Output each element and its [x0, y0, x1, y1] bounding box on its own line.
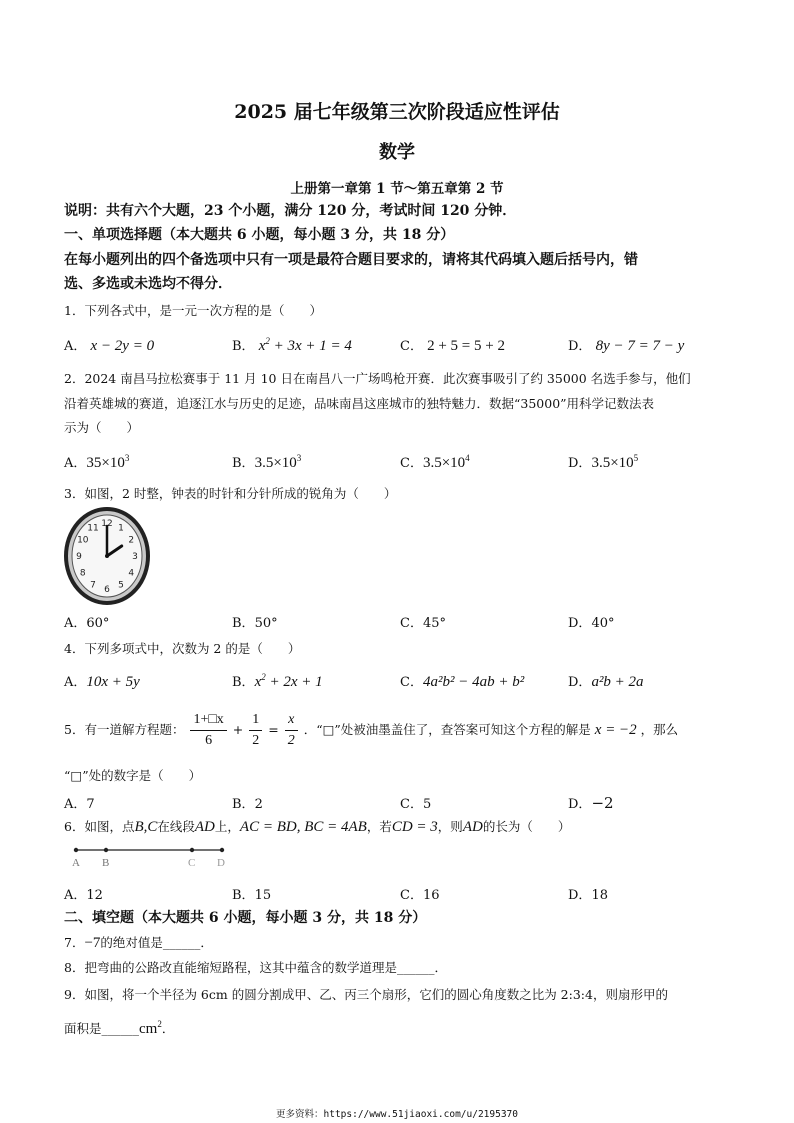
q4-option-c: C．4a²b² − 4ab + b² — [400, 674, 525, 690]
question-4-text: 4．下列多项式中，次数为 2 的是（ ） — [64, 641, 301, 656]
q5-option-b: B．2 — [232, 797, 263, 812]
q3-option-a: A．60° — [64, 616, 110, 631]
question-6-text: 6．如图，点B,C在线段AD上，AC = BD, BC = 4AB，若CD = 3，则AD的长为（ ） — [64, 819, 571, 835]
q3-option-c: C．45° — [400, 616, 446, 631]
q3-option-d: D．40° — [568, 616, 615, 631]
q6-d-value: 18 — [591, 888, 608, 903]
q5-f2-num: 1 — [249, 710, 262, 731]
section2-heading: 二、填空题（本大题共 6 小题，每小题 3 分，共 18 分） — [64, 910, 427, 926]
clock-number: 6 — [104, 585, 110, 595]
q6-option-a: A．12 — [64, 888, 103, 903]
exam-note: 说明：共有六个大题，23 个小题，满分 120 分，考试时间 120 分钟． — [64, 203, 517, 219]
clock-number: 3 — [132, 552, 138, 562]
q6-points: B,C — [134, 819, 158, 835]
q5-f1-den: 6 — [205, 733, 213, 748]
question-2-line-1: 2．2024 南昌马拉松赛事于 11 月 10 日在南昌八一广场鸣枪开赛．此次赛事吸引了约 35000 名选手参与，他们 — [64, 371, 691, 386]
clock-number: 2 — [128, 535, 135, 546]
question-8-text: 8．把弯曲的公路改直能缩短路程，这其中蕴含的数学道理是______． — [64, 960, 447, 975]
option-label: A． — [64, 339, 87, 354]
point-c — [190, 848, 194, 852]
q4-c-expr: 4a²b² − 4ab + b² — [422, 674, 525, 690]
point-d — [220, 848, 224, 852]
clock-number: 8 — [79, 568, 86, 579]
q3-d-value: 40° — [591, 616, 615, 631]
label-d: D — [217, 857, 225, 869]
clock-number: 12 — [101, 519, 113, 529]
question-1-text: 1．下列各式中，是一元一次方程的是（ ） — [64, 303, 322, 318]
q7-value: −7 — [84, 935, 101, 951]
label-c: C — [188, 857, 196, 869]
point-a — [74, 848, 78, 852]
clock-number: 9 — [76, 552, 82, 562]
q6-ad: AD — [462, 819, 483, 835]
q5-option-c: C．5 — [400, 797, 432, 812]
q5-b-value: 2 — [254, 797, 263, 812]
clock-number: 1 — [118, 523, 124, 534]
q1-a-expr: x − 2y = 0 — [90, 338, 155, 354]
clock-figure — [64, 506, 150, 606]
section1-instruction-2: 选、多选或未选均不得分． — [64, 276, 232, 292]
q6-c-value: 16 — [422, 888, 440, 903]
q1-c-expr: 2 + 5 = 5 + 2 — [427, 338, 505, 354]
question-3-text: 3．如图，2 时整，钟表的时针和分针所成的锐角为（ ） — [64, 486, 397, 501]
q5-fraction-3 — [285, 710, 298, 751]
q6-cd: CD = 3 — [391, 819, 438, 835]
label-a: A — [72, 857, 80, 869]
q5-solution: x = −2 — [594, 722, 637, 738]
option-label: B． — [232, 339, 255, 354]
q2-option-a: A．$35\times 10^3$ — [64, 453, 130, 471]
scope-line: 上册第一章第 1 节～第五章第 2 节 — [290, 181, 504, 197]
label-b: B — [102, 857, 110, 869]
q1-option-b — [232, 335, 352, 355]
q4-option-b: B．$x^2 + 2x + 1$ — [232, 672, 323, 690]
q4-option-a: A．10x + 5y — [64, 674, 140, 690]
q3-b-value: 50° — [254, 616, 278, 631]
question-5-line-1 — [64, 710, 678, 751]
q1-option-d — [568, 335, 684, 355]
question-5-line-2: “□”处的数字是（ ） — [64, 768, 202, 783]
exam-title: 2025 届七年级第三次阶段适应性评估 — [234, 101, 560, 123]
q3-a-value: 60° — [86, 616, 110, 631]
q4-d-expr: a²b + 2a — [591, 674, 644, 690]
q5-f1-num: 1+□x — [190, 710, 226, 731]
q2-option-b: B．$3.5\times 10^3$ — [232, 453, 302, 471]
q1-option-c — [400, 335, 505, 355]
q2-option-d: D．$3.5\times 10^5$ — [568, 453, 639, 471]
q5-tail-2: ，那么 — [640, 722, 679, 737]
q5-f3-den: 2 — [287, 733, 295, 748]
segment-figure — [64, 842, 234, 870]
subject-title: 数学 — [379, 142, 415, 163]
option-label: D． — [568, 339, 592, 354]
question-2-line-3: 示为（ ） — [64, 420, 140, 435]
clock-number: 11 — [87, 523, 99, 534]
clock-number: 5 — [118, 580, 124, 591]
q5-fraction-1 — [190, 710, 226, 751]
q6-option-c: C．16 — [400, 888, 440, 903]
q9-unit: $cm^2$ — [139, 1019, 162, 1037]
option-label: C． — [400, 339, 423, 354]
q5-plus: + — [232, 722, 244, 737]
q3-c-value: 45° — [422, 616, 446, 631]
q6-b-value: 15 — [254, 888, 272, 903]
q6-a-value: 12 — [86, 888, 103, 903]
q5-a-value: 7 — [86, 797, 95, 812]
q1-d-expr: 8y − 7 = 7 − y — [595, 338, 685, 354]
q4-a-expr: 10x + 5y — [86, 674, 140, 690]
q2-option-c: C．$3.5\times 10^4$ — [400, 453, 470, 471]
q6-option-d: D．18 — [568, 888, 608, 903]
q2-b-expr: $3.5\times 10^3$ — [254, 453, 302, 471]
question-7-text: 7．−7的绝对值是______． — [64, 935, 213, 951]
q6-condition: AC = BD, BC = 4AB — [239, 819, 367, 835]
q6-option-b: B．15 — [232, 888, 272, 903]
q2-c-expr: $3.5\times 10^4$ — [422, 453, 470, 471]
q1-option-a — [64, 335, 154, 355]
q5-option-d: D．−2 — [568, 794, 614, 812]
section1-heading: 一、单项选择题（本大题共 6 小题，每小题 3 分，共 18 分） — [64, 227, 455, 243]
clock-number: 7 — [90, 580, 96, 591]
q2-a-expr: $35\times 10^3$ — [86, 453, 130, 471]
q5-f2-den: 2 — [252, 733, 260, 748]
clock-center — [105, 554, 109, 558]
q5-lead: 5．有一道解方程题： — [64, 722, 185, 737]
q4-b-expr: $x^2 + 2x + 1$ — [254, 672, 323, 690]
clock-number: 10 — [77, 535, 89, 546]
q5-equals: = — [268, 722, 279, 737]
q5-tail: ．“□”处被油墨盖住了，查答案可知这个方程的解是 — [303, 722, 591, 737]
q5-c-value: 5 — [422, 797, 432, 812]
q3-option-b: B．50° — [232, 616, 278, 631]
q5-fraction-2 — [249, 710, 262, 751]
clock-number: 4 — [128, 568, 135, 579]
q5-f3-num: x — [285, 710, 298, 731]
question-2-line-2: 沿着英雄城的赛道，追逐江水与历史的足迹，品味南昌这座城市的独特魅力．数据“35000”用科学记数法表 — [64, 396, 655, 411]
section1-instruction-1: 在每小题列出的四个备选项中只有一项是最符合题目要求的，请将其代码填入题后括号内，错 — [64, 252, 638, 268]
q2-d-expr: $3.5\times 10^5$ — [591, 453, 639, 471]
question-9-line-2: 面积是$\_\_\_\_\_\_cm^2$． — [64, 1019, 175, 1037]
q6-segment: AD — [194, 819, 215, 835]
question-9-line-1: 9．如图，将一个半径为 6cm 的圆分割成甲、乙、丙三个扇形，它们的圆心角度数之比为 2:3:4，则扇形甲的 — [64, 987, 668, 1002]
point-b — [104, 848, 108, 852]
q1-b-expr: $x^2 + 3x + 1 = 4$ — [258, 336, 352, 354]
q5-option-a: A．7 — [64, 797, 95, 812]
footer-link[interactable]: 更多资料：https://www.51jiaoxi.com/u/2195370 — [276, 1109, 518, 1120]
q4-option-d: D．a²b + 2a — [568, 674, 644, 690]
q5-d-value: −2 — [591, 794, 614, 812]
